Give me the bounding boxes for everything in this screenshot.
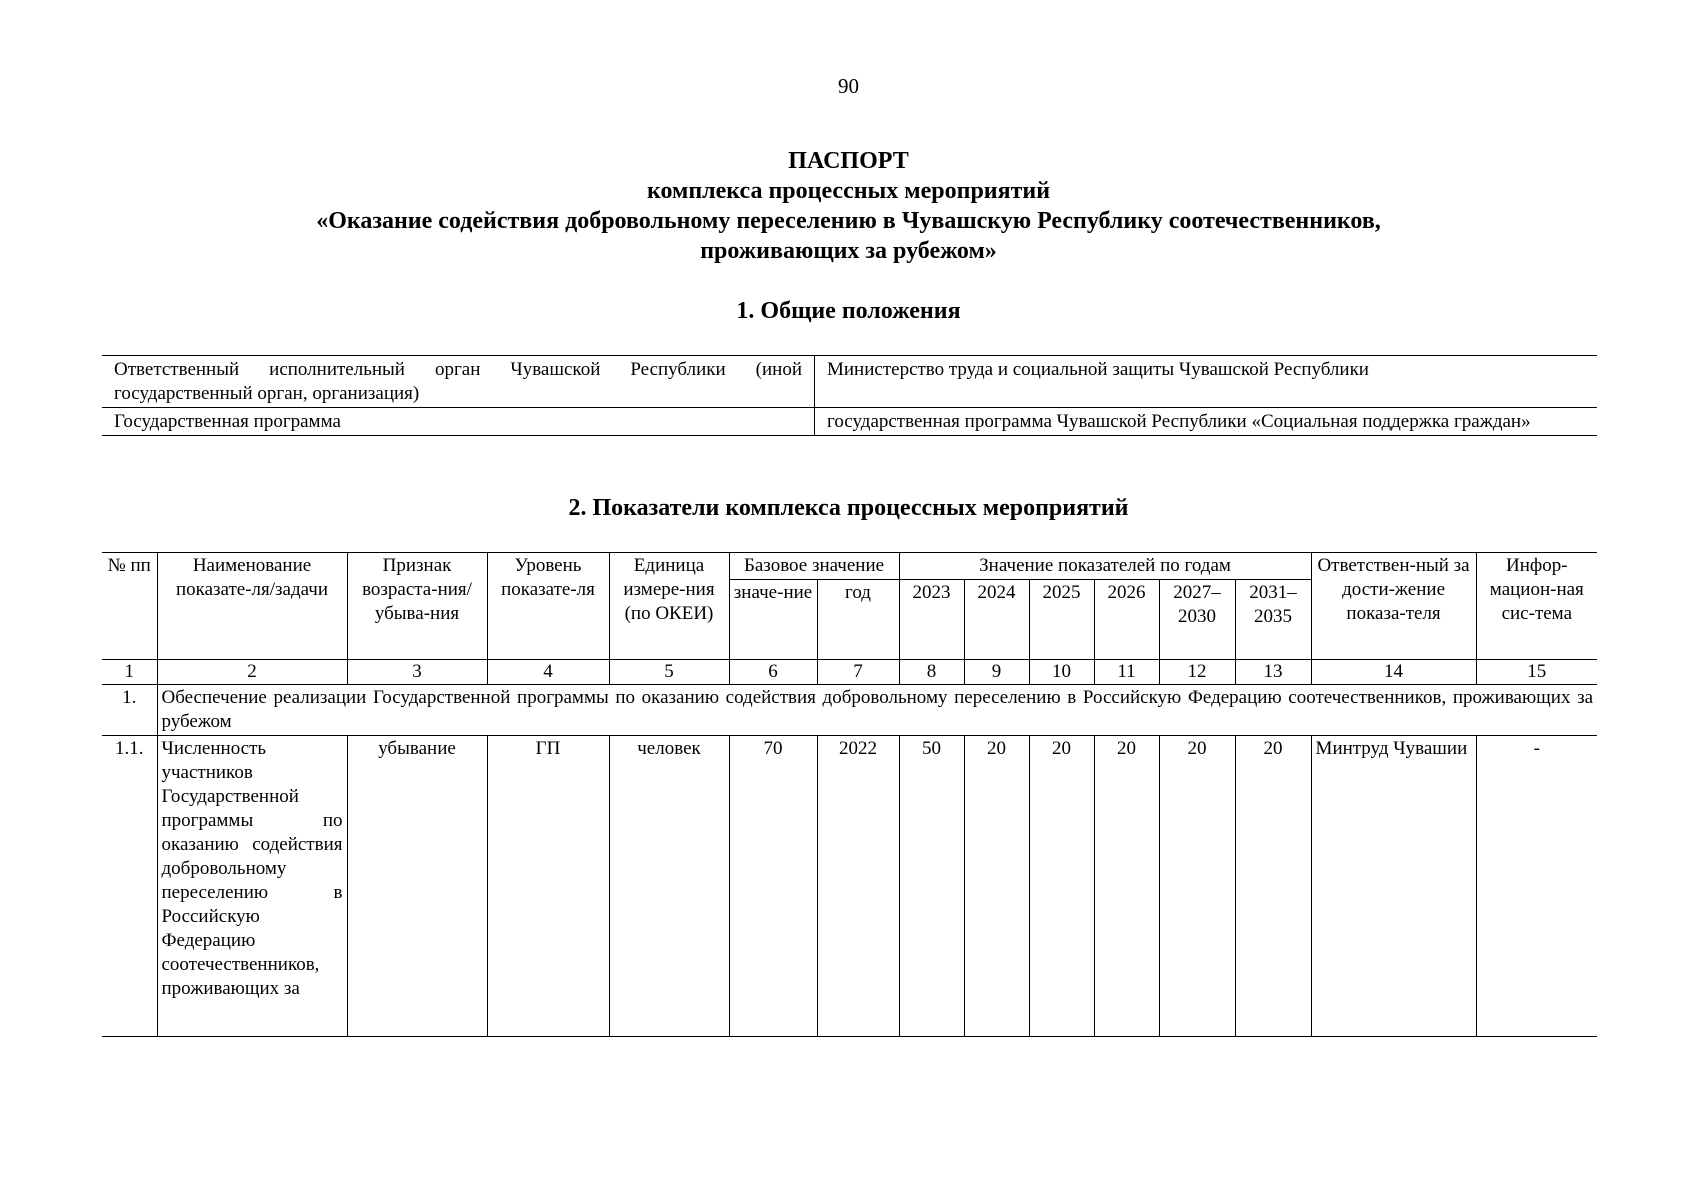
row-value-2023: 50 [899, 736, 964, 1037]
column-number: 12 [1159, 660, 1235, 685]
section-1-heading: 1. Общие положения [736, 298, 961, 324]
header-year-2027-2030: 2027–2030 [1159, 580, 1235, 660]
header-sign: Признак возраста-ния/убыва-ния [347, 553, 487, 660]
column-number: 1 [102, 660, 157, 685]
column-number: 4 [487, 660, 609, 685]
column-number-row [102, 660, 1597, 685]
header-name: Наименование показате-ля/задачи [157, 553, 347, 660]
column-number: 7 [817, 660, 899, 685]
header-unit: Единица измере-ния (по ОКЕИ) [609, 553, 729, 660]
column-number: 9 [964, 660, 1029, 685]
page-number: 90 [838, 74, 859, 98]
column-number: 8 [899, 660, 964, 685]
header-responsible: Ответствен-ный за дости-жение показа-теля [1311, 553, 1476, 660]
document-title [0, 146, 1697, 266]
header-base: Базовое значение [729, 553, 899, 580]
column-number: 13 [1235, 660, 1311, 685]
row-sign: убывание [347, 736, 487, 1037]
header-year-2023: 2023 [899, 580, 964, 660]
header-level: Уровень показате-ля [487, 553, 609, 660]
indicators-table [102, 552, 1597, 1037]
header-years-group: Значение показателей по годам [899, 553, 1311, 580]
header-info-system: Инфор-мацион-ная сис-тема [1476, 553, 1597, 660]
general-provisions-table [102, 355, 1597, 436]
row-name: Численность участников Государственной программы по оказанию содействия добровольному переселению в Российскую Федерацию соотечественников, проживающих за [157, 736, 347, 1037]
column-number: 6 [729, 660, 817, 685]
header-base-value: значе-ние [729, 580, 817, 660]
row-value-2025: 20 [1029, 736, 1094, 1037]
column-number: 11 [1094, 660, 1159, 685]
header-year-2031-2035: 2031–2035 [1235, 580, 1311, 660]
responsible-body-value: Министерство труда и социальной защиты Чувашской Республики [815, 356, 1598, 408]
task-num: 1. [102, 685, 157, 736]
header-year-2024: 2024 [964, 580, 1029, 660]
column-number: 2 [157, 660, 347, 685]
title-line-1: ПАСПОРТ [788, 148, 909, 174]
row-num: 1.1. [102, 736, 157, 1037]
row-value-2026: 20 [1094, 736, 1159, 1037]
row-value-2031-2035: 20 [1235, 736, 1311, 1037]
table-row [102, 356, 1597, 408]
task-text: Обеспечение реализации Государственной программы по оказанию содействия добровольному переселению в Российскую Федерацию соотечественников, проживающих за рубежом [157, 685, 1597, 736]
task-row [102, 685, 1597, 736]
title-line-2: комплекса процессных мероприятий [646, 178, 1051, 204]
title-line-3: «Оказание содействия добровольному переселению в Чувашскую Республику соотечественников, [316, 208, 1381, 234]
column-number: 14 [1311, 660, 1476, 685]
table-row [102, 736, 1597, 1037]
row-responsible: Минтруд Чувашии [1311, 736, 1476, 1037]
row-base-value: 70 [729, 736, 817, 1037]
row-value-2027-2030: 20 [1159, 736, 1235, 1037]
column-number: 5 [609, 660, 729, 685]
section-2-heading: 2. Показатели комплекса процессных мероприятий [568, 495, 1129, 521]
row-value-2024: 20 [964, 736, 1029, 1037]
row-unit: человек [609, 736, 729, 1037]
column-number: 3 [347, 660, 487, 685]
header-num: № пп [102, 553, 157, 660]
title-line-4: проживающих за рубежом» [700, 238, 997, 264]
state-program-value: государственная программа Чувашской Республики «Социальная поддержка граждан» [815, 408, 1598, 436]
header-base-year: год [817, 580, 899, 660]
header-year-2026: 2026 [1094, 580, 1159, 660]
column-number: 15 [1476, 660, 1597, 685]
table-row [102, 408, 1597, 436]
row-info-system: - [1476, 736, 1597, 1037]
header-row [102, 553, 1597, 580]
header-year-2025: 2025 [1029, 580, 1094, 660]
row-base-year: 2022 [817, 736, 899, 1037]
responsible-body-label: Ответственный исполнительный орган Чувашской Республики (иной государственный орган, организация) [102, 356, 815, 408]
state-program-label: Государственная программа [102, 408, 815, 436]
row-level: ГП [487, 736, 609, 1037]
column-number: 10 [1029, 660, 1094, 685]
